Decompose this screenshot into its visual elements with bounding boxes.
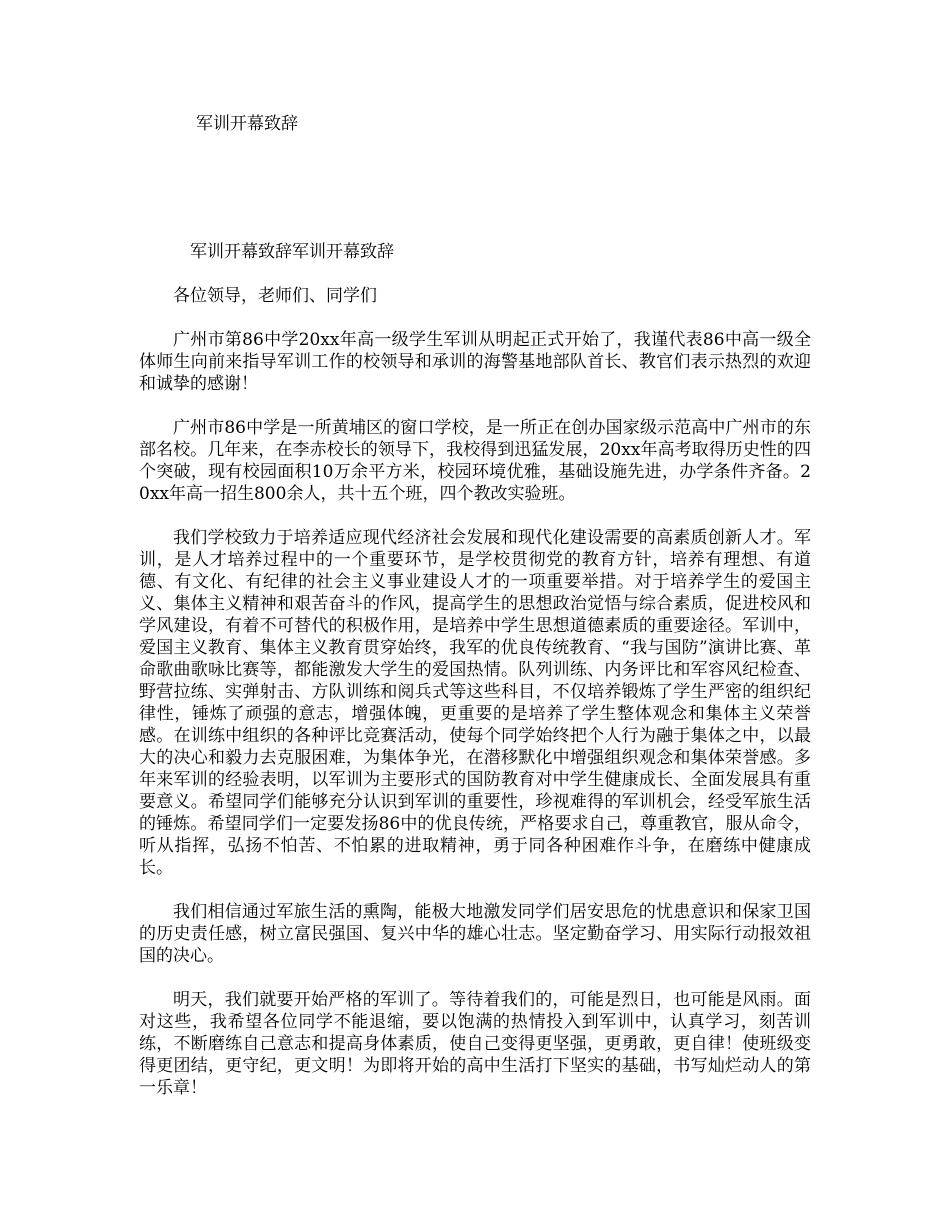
paragraph: 我们学校致力于培养适应现代经济社会发展和现代化建设需要的高素质创新人才。军训，是人才培养过程中的一个重要环节，是学校贯彻党的教育方针，培养有理想、有道德、有文化、有纪律的社会主义事业建设人才的一项重要举措。对于培养学生的爱国主义、集体主义精神和艰苦奋斗的作风，提高学生的思想政治觉悟与综合素质，促进校风和学风建设，有着不可替代的积极作用，是培养中学生思想道德素质的重要途径。军训中，爱国主义教育、集体主义教育贯穿始终，我军的优良传统教育、“我与国防”演讲比赛、革命歌曲歌咏比赛等，都能激发大学生的爱国热情。队列训练、内务评比和军容风纪检查、野营拉练、实弹射击、方队训练和阅兵式等这些科目，不仅培养锻炼了学生严密的组织纪律性，锤炼了顽强的意志，增强体魄，更重要的是培养了学生整体观念和集体主义荣誉感。在训练中组织的各种评比竞赛活动，使每个同学始终把个人行为融于集体之中，以最大的决心和毅力去克服困难，为集体争光，在潜移默化中增强组织观念和集体荣誉感。多年来军训的经验表明，以军训为主要形式的国防教育对中学生健康成长、全面发展具有重要意义。希望同学们能够充分认识到军训的重要性，珍视难得的军训机会，经受军旅生活的锤炼。希望同学们一定要发扬86中的优良传统，严格要求自己，尊重教官，服从命令，听从指挥，弘扬不怕苦、不怕累的进取精神，勇于同各种困难作斗争，在磨练中健康成长。	[139, 528, 811, 878]
salutation: 各位领导，老师们、同学们	[173, 286, 377, 306]
paragraph: 广州市86中学是一所黄埔区的窗口学校，是一所正在创办国家级示范高中广州市的东部名校。几年来，在李赤校长的领导下，我校得到迅猛发展，20xx年高考取得历史性的四个突破，现有校园面积10万余平方米，校园环境优雅，基础设施先进，办学条件齐备。20xx年高一招生800余人，共十五个班，四个教改实验班。	[139, 418, 811, 504]
paragraph: 我们相信通过军旅生活的熏陶，能极大地激发同学们居安思危的忧患意识和保家卫国的历史责任感，树立富民强国、复兴中华的雄心壮志。坚定勤奋学习、用实际行动报效祖国的决心。	[139, 902, 811, 966]
speech-heading: 军训开幕致辞军训开幕致辞	[190, 242, 394, 262]
paragraph: 广州市第86中学20xx年高一级学生军训从明起正式开始了，我谨代表86中高一级全体师生向前来指导军训工作的校领导和承训的海警基地部队首长、教官们表示热烈的欢迎和诚挚的感谢！	[139, 330, 811, 394]
document-body	[139, 241, 811, 1121]
document-title: 军训开幕致辞	[196, 114, 298, 134]
paragraph: 明天，我们就要开始严格的军训了。等待着我们的，可能是烈日，也可能是风雨。面对这些，我希望各位同学不能退缩，要以饱满的热情投入到军训中，认真学习，刻苦训练，不断磨练自己意志和提高身体素质，使自己变得更坚强，更勇敢，更自律！使班级变得更团结，更守纪，更文明！为即将开始的高中生活打下坚实的基础，书写灿烂动人的第一乐章！	[139, 990, 811, 1098]
